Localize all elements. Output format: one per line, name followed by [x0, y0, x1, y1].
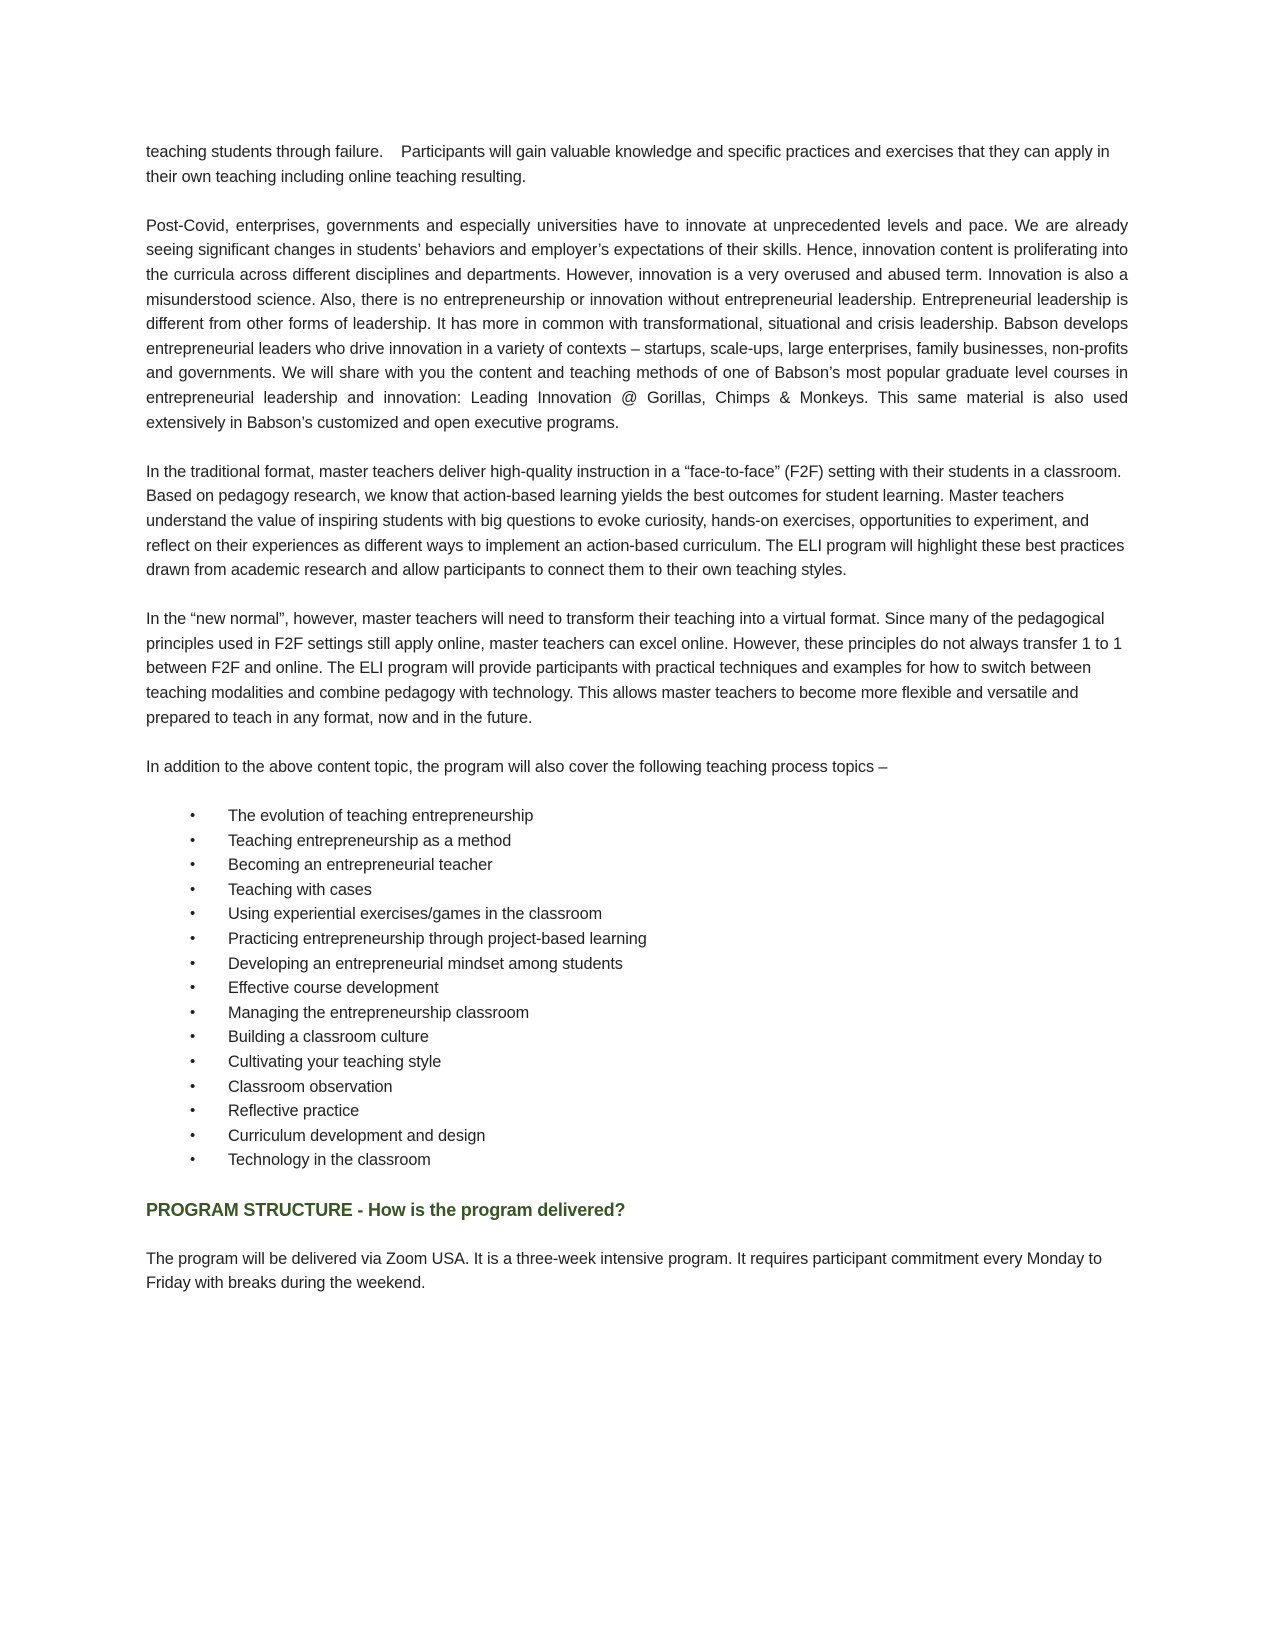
list-item — [190, 1075, 1128, 1100]
list-item-text: Developing an entrepreneurial mindset among students — [228, 954, 623, 973]
bullet-icon: • — [190, 979, 196, 997]
bullet-icon: • — [190, 1126, 196, 1144]
list-item — [190, 853, 1128, 878]
list-item — [190, 927, 1128, 952]
bullet-icon: • — [190, 1028, 196, 1046]
paragraph-delivery: The program will be delivered via Zoom USA. It is a three-week intensive program. It requires participant commitment every Monday to Friday with breaks during the weekend. — [146, 1249, 1102, 1293]
bullet-icon: • — [190, 831, 196, 849]
program-structure-heading: PROGRAM STRUCTURE - How is the program delivered? — [146, 1199, 626, 1220]
list-item-text: Using experiential exercises/games in the classroom — [228, 905, 603, 924]
teaching-topics-list — [146, 804, 1128, 1173]
bullet-icon: • — [190, 954, 196, 972]
list-item-text: Effective course development — [228, 979, 439, 998]
bullet-icon: • — [190, 880, 196, 898]
list-item — [190, 1124, 1128, 1149]
list-item — [190, 1148, 1128, 1173]
list-item — [190, 1001, 1128, 1026]
list-item — [190, 902, 1128, 927]
paragraph-post-covid: Post-Covid, enterprises, governments and especially universities have to innovate at unprecedented levels and pace. We are already seeing significant changes in students’ behaviors and employer’s expectations of their skills. Hence, innovation content is proliferating into the curricula across different disciplines and departments. However, innovation is a very overused and abused term. Innovation is also a misunderstood science. Also, there is no entrepreneurship or innovation without entrepreneurial leadership. Entrepreneurial leadership is different from other forms of leadership. It has more in common with transformational, situational and crisis leadership. Babson develops entrepreneurial leaders who drive innovation in a variety of contexts – startups, scale-ups, large enterprises, family businesses, non-profits and governments. We will share with you the content and teaching methods of one of Babson’s most popular graduate level courses in entrepreneurial leadership and innovation: Leading Innovation @ Gorillas, Chimps & Monkeys. This same material is also used extensively in Babson’s customized and open executive programs. — [146, 216, 1128, 432]
bullet-icon: • — [190, 856, 196, 874]
list-item-text: Classroom observation — [228, 1077, 393, 1096]
paragraph-new-normal: In the “new normal”, however, master teachers will need to transform their teaching into a virtual format. Since many of the pedagogical principles used in F2F settings still apply online, master teachers can excel online. However, these principles do not always transfer 1 to 1 between F2F and online. The ELI program will provide participants with practical techniques and examples for how to switch between teaching modalities and combine pedagogy with technology. This allows master teachers to become more flexible and versatile and prepared to teach in any format, now and in the future. — [146, 610, 1122, 727]
list-item-text: Teaching with cases — [228, 880, 372, 899]
bullet-icon: • — [190, 1077, 196, 1095]
list-item-text: Cultivating your teaching style — [228, 1052, 442, 1071]
list-item — [190, 829, 1128, 854]
list-item-text: Building a classroom culture — [228, 1028, 429, 1047]
list-item — [190, 804, 1128, 829]
bullet-icon: • — [190, 1151, 196, 1169]
list-item-text: Teaching entrepreneurship as a method — [228, 831, 512, 850]
bullet-icon: • — [190, 807, 196, 825]
list-item — [190, 1025, 1128, 1050]
paragraph-intro-continuation: teaching students through failure. Participants will gain valuable knowledge and specific practices and exercises that they can apply in their own teaching including online teaching resulting. — [146, 143, 1114, 186]
bullet-icon: • — [190, 930, 196, 947]
list-item-text: Managing the entrepreneurship classroom — [228, 1003, 530, 1022]
list-item — [190, 1099, 1128, 1124]
list-item-text: Practicing entrepreneurship through project-based learning — [228, 930, 647, 948]
list-item-text: The evolution of teaching entrepreneurship — [228, 807, 534, 826]
list-item-text: Becoming an entrepreneurial teacher — [228, 856, 493, 875]
bullet-icon: • — [190, 1102, 196, 1120]
bullet-icon: • — [190, 1052, 196, 1070]
list-item-text: Technology in the classroom — [228, 1151, 431, 1170]
bullet-icon: • — [190, 1003, 196, 1021]
list-item-text: Reflective practice — [228, 1102, 360, 1121]
paragraph-traditional-format: In the traditional format, master teachers deliver high-quality instruction in a “face-to-face” (F2F) setting with their students in a classroom. Based on pedagogy research, we know that action-based learning yields the best outcomes for student learning. Master teachers understand the value of inspiring students with big questions to evoke curiosity, hands-on exercises, opportunities to experiment, and reflect on their experiences as different ways to implement an action-based curriculum. The ELI program will highlight these best practices drawn from academic research and allow participants to connect them to their own teaching styles. — [146, 462, 1125, 580]
bullet-icon: • — [190, 905, 196, 923]
list-item — [190, 952, 1128, 977]
paragraph-topics-lead-in: In addition to the above content topic, the program will also cover the following teaching process topics – — [146, 757, 888, 776]
list-item-text: Curriculum development and design — [228, 1126, 486, 1145]
list-item — [190, 878, 1128, 903]
list-item — [190, 976, 1128, 1001]
list-item — [190, 1050, 1128, 1075]
